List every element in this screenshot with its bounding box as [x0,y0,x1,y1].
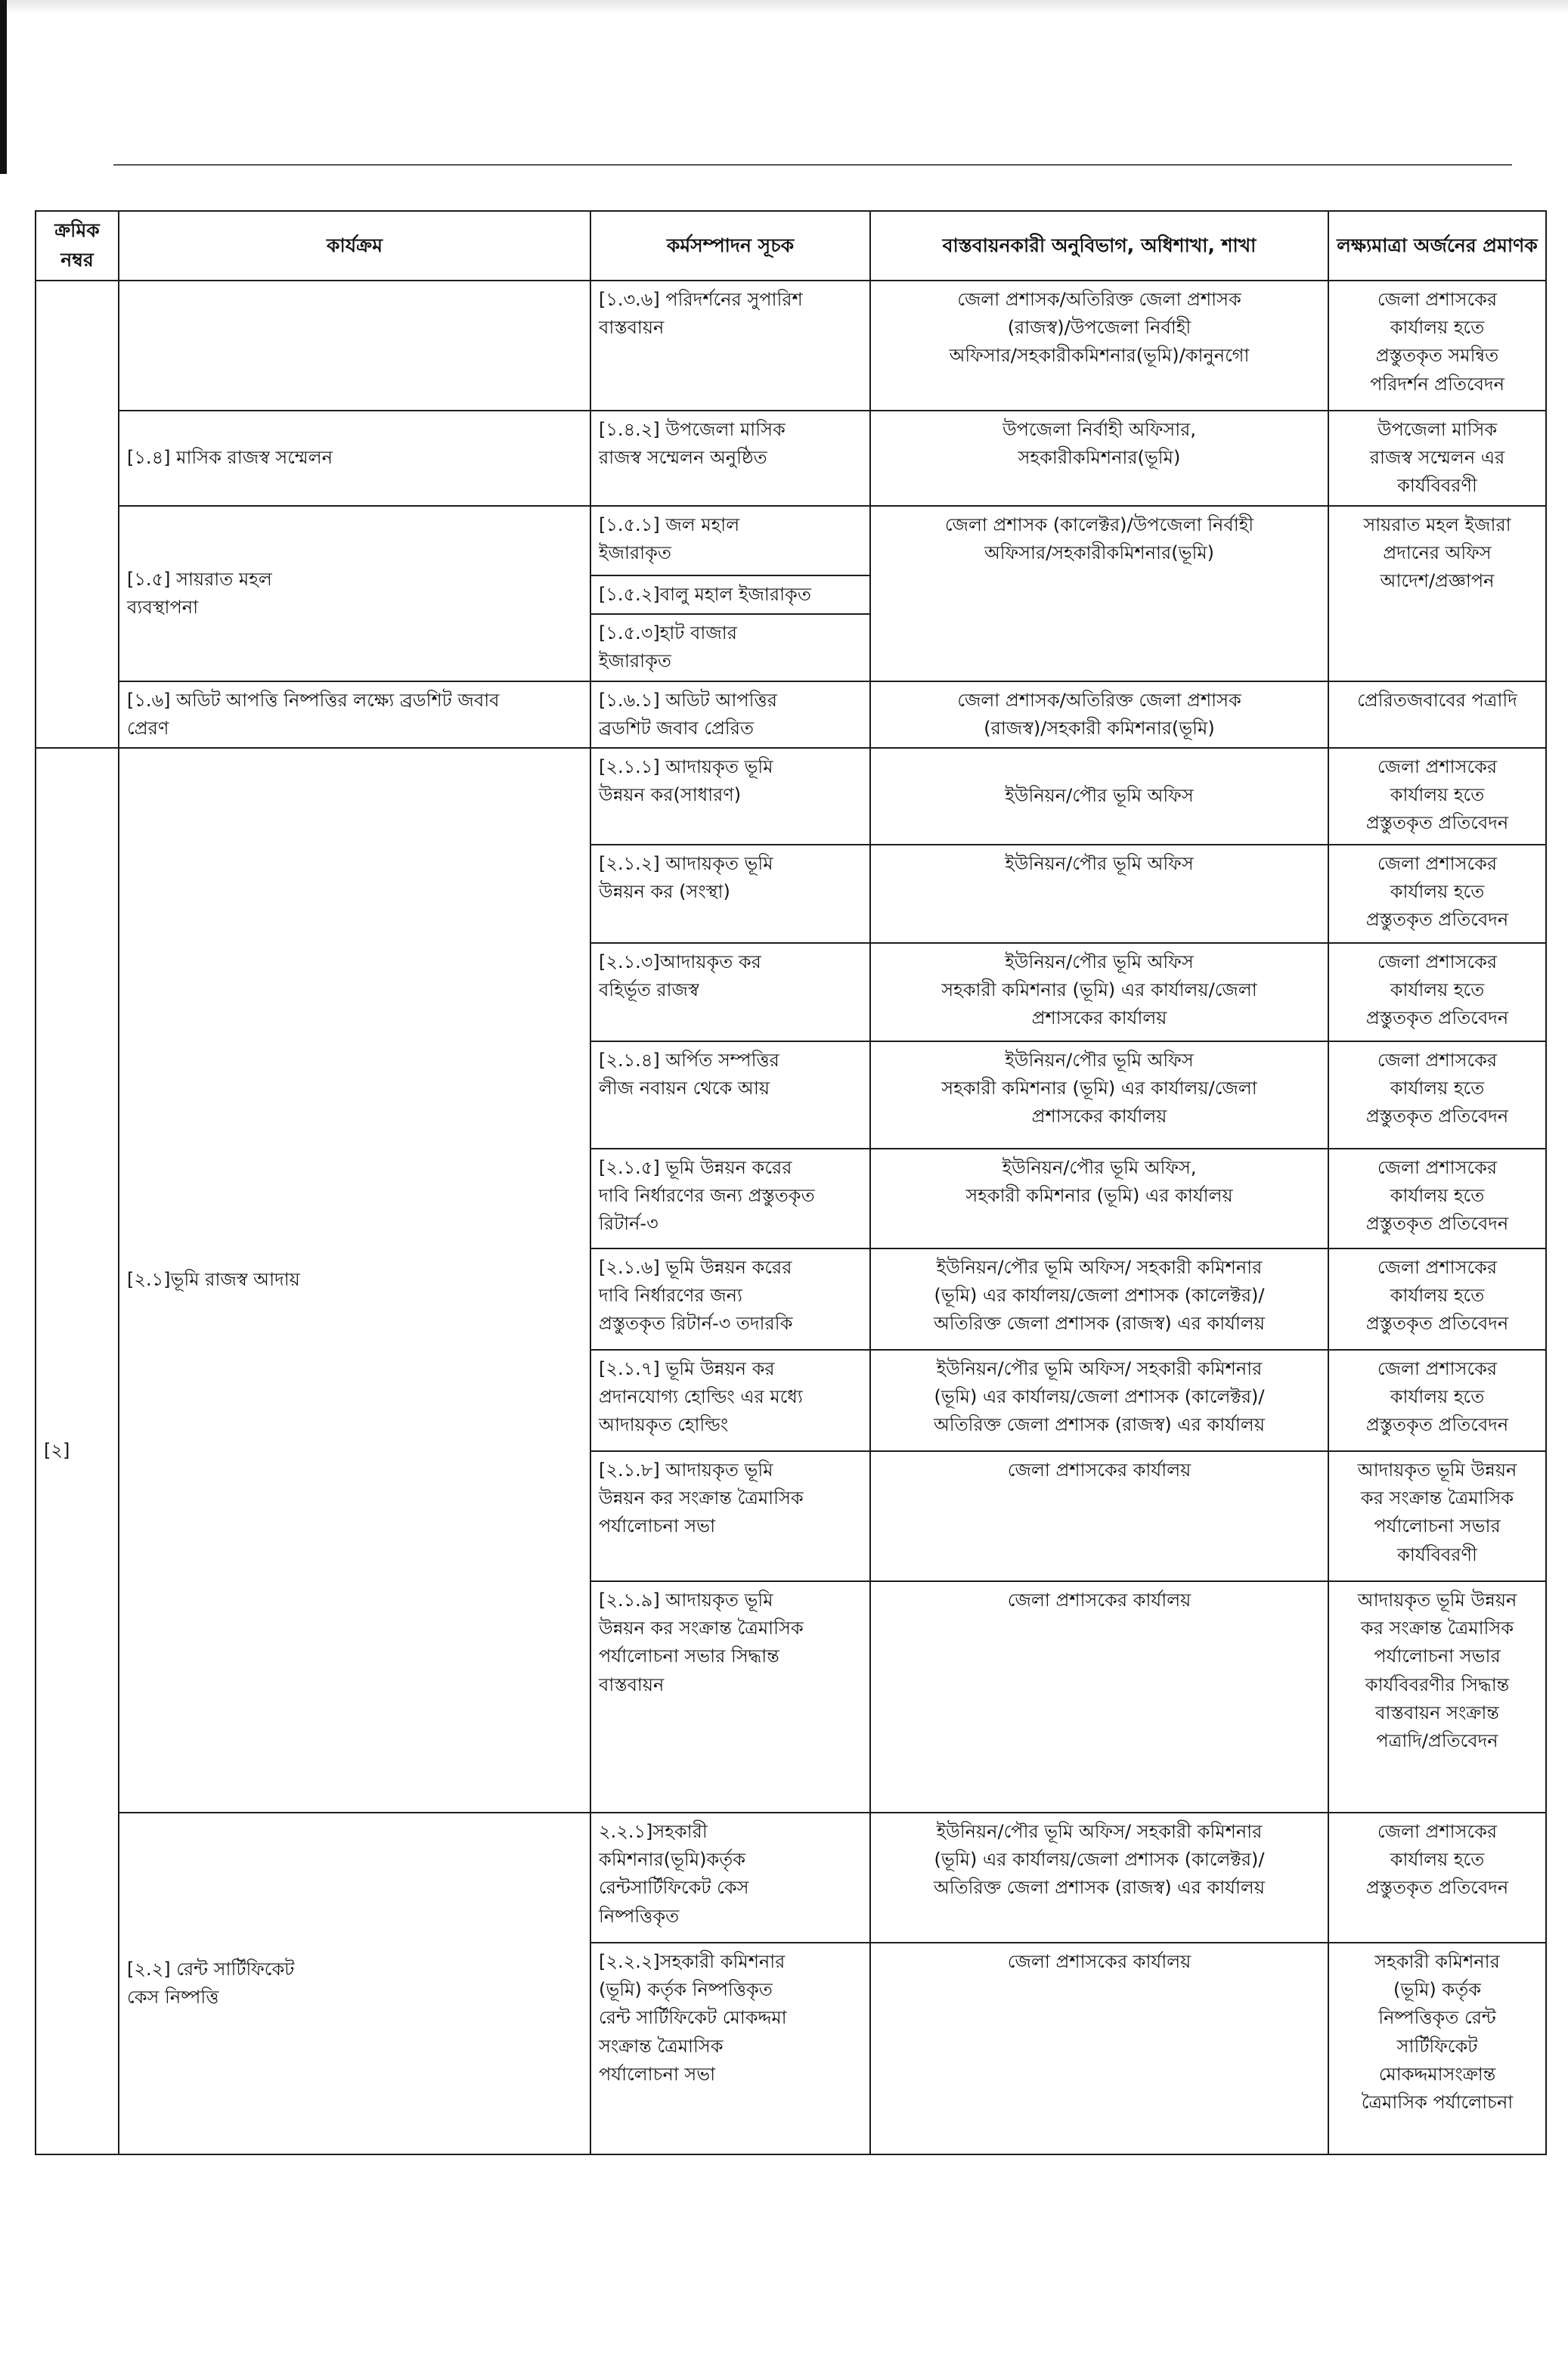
header-activity: কার্যক্রম [119,211,590,281]
indicator-cell: [১.৫.১] জল মহাল ইজারাকৃত [590,506,870,575]
serial-cell-section-1 [36,281,119,748]
activity-cell [119,281,590,411]
evidence-cell: জেলা প্রশাসকের কার্যালয় হতে প্রস্তুতকৃত প্রতিবেদন [1328,1813,1546,1943]
evidence-cell: আদায়কৃত ভূমি উন্নয়ন কর সংক্রান্ত ত্রৈমাসিক পর্যালোচনা সভার কার্যবিবরণী [1328,1451,1546,1581]
implementer-cell: জেলা প্রশাসক/অতিরিক্ত জেলা প্রশাসক (রাজস্ব)/সহকারী কমিশনার(ভূমি) [870,681,1328,748]
indicator-cell: [২.১.৯] আদায়কৃত ভূমি উন্নয়ন কর সংক্রান্ত ত্রৈমাসিক পর্যালোচনা সভার সিদ্ধান্ত বাস্তবায়ন [590,1581,870,1813]
implementer-cell: ইউনিয়ন/পৌর ভূমি অফিস [870,748,1328,845]
evidence-cell: জেলা প্রশাসকের কার্যালয় হতে প্রস্তুতকৃত প্রতিবেদন [1328,943,1546,1041]
indicator-cell: [১.৪.২] উপজেলা মাসিক রাজস্ব সম্মেলন অনুষ্ঠিত [590,411,870,506]
indicator-cell: [১.৩.৬] পরিদর্শনের সুপারিশ বাস্তবায়ন [590,281,870,411]
implementer-cell: জেলা প্রশাসকের কার্যালয় [870,1451,1328,1581]
evidence-cell: জেলা প্রশাসকের কার্যালয় হতে প্রস্তুতকৃত প্রতিবেদন [1328,1350,1546,1451]
indicator-cell: [২.১.৬] ভূমি উন্নয়ন করের দাবি নির্ধারণের জন্য প্রস্তুতকৃত রিটার্ন-৩ তদারকি [590,1248,870,1350]
indicator-cell: [২.১.৪] অর্পিত সম্পত্তির লীজ নবায়ন থেকে আয় [590,1041,870,1149]
header-implementer: বাস্তবায়নকারী অনুবিভাগ, অধিশাখা, শাখা [870,211,1328,281]
indicator-cell: [২.১.৭] ভূমি উন্নয়ন কর প্রদানযোগ্য হোল্ডিং এর মধ্যে আদায়কৃত হোল্ডিং [590,1350,870,1451]
implementer-cell: জেলা প্রশাসকের কার্যালয় [870,1943,1328,2154]
indicator-cell: [২.১.৮] আদায়কৃত ভূমি উন্নয়ন কর সংক্রান্ত ত্রৈমাসিক পর্যালোচনা সভা [590,1451,870,1581]
evidence-cell: আদায়কৃত ভূমি উন্নয়ন কর সংক্রান্ত ত্রৈমাসিক পর্যালোচনা সভার কার্যবিবরণীর সিদ্ধান্ত বাস্তবায়ন সংক্রান্ত পত্রাদি/প্রতিবেদন [1328,1581,1546,1813]
indicator-cell: [১.৫.২]বালু মহাল ইজারাকৃত [590,575,870,614]
evidence-cell: জেলা প্রশাসকের কার্যালয় হতে প্রস্তুতকৃত প্রতিবেদন [1328,1248,1546,1350]
evidence-cell: জেলা প্রশাসকের কার্যালয় হতে প্রস্তুতকৃত প্রতিবেদন [1328,748,1546,845]
header-rule [113,164,1512,166]
evidence-cell: জেলা প্রশাসকের কার্যালয় হতে প্রস্তুতকৃত প্রতিবেদন [1328,1041,1546,1149]
activity-cell: [২.২] রেন্ট সার্টিফিকেট কেস নিষ্পত্তি [119,1813,590,2154]
implementer-cell: ইউনিয়ন/পৌর ভূমি অফিস সহকারী কমিশনার (ভূমি) এর কার্যালয়/জেলা প্রশাসকের কার্যালয় [870,1041,1328,1149]
evidence-cell: সহকারী কমিশনার (ভূমি) কর্তৃক নিষ্পত্তিকৃত রেন্ট সার্টিফিকেট মোকদ্দমাসংক্রান্ত ত্রৈমাসিক পর্যালোচনা [1328,1943,1546,2154]
table-row [36,748,1546,845]
table-header-row [36,211,1546,281]
activity-cell: [১.৫] সায়রাত মহল ব্যবস্থাপনা [119,506,590,681]
implementer-cell: ইউনিয়ন/পৌর ভূমি অফিস/ সহকারী কমিশনার (ভূমি) এর কার্যালয়/জেলা প্রশাসক (কালেক্টর)/ অতিরিক্ত জেলা প্রশাসক (রাজস্ব) এর কার্যালয় [870,1248,1328,1350]
scan-top-shadow [0,0,1568,14]
implementer-cell: ইউনিয়ন/পৌর ভূমি অফিস/ সহকারী কমিশনার (ভূমি) এর কার্যালয়/জেলা প্রশাসক (কালেক্টর)/ অতিরিক্ত জেলা প্রশাসক (রাজস্ব) এর কার্যালয় [870,1813,1328,1943]
evidence-cell: জেলা প্রশাসকের কার্যালয় হতে প্রস্তুতকৃত প্রতিবেদন [1328,845,1546,943]
implementer-cell: জেলা প্রশাসক (কালেক্টর)/উপজেলা নির্বাহী অফিসার/সহকারীকমিশনার(ভূমি) [870,506,1328,681]
scan-left-edge [0,0,7,174]
table-row [36,681,1546,748]
evidence-cell: উপজেলা মাসিক রাজস্ব সম্মেলন এর কার্যবিবরণী [1328,411,1546,506]
indicator-cell: [১.৬.১] অডিট আপত্তির ব্রডশিট জবাব প্রেরিত [590,681,870,748]
performance-table [35,210,1547,2155]
activity-cell: [২.১]ভূমি রাজস্ব আদায় [119,748,590,1813]
activity-cell: [১.৪] মাসিক রাজস্ব সম্মেলন [119,411,590,506]
implementer-cell: ইউনিয়ন/পৌর ভূমি অফিস/ সহকারী কমিশনার (ভূমি) এর কার্যালয়/জেলা প্রশাসক (কালেক্টর)/ অতিরিক্ত জেলা প্রশাসক (রাজস্ব) এর কার্যালয় [870,1350,1328,1451]
implementer-cell: জেলা প্রশাসকের কার্যালয় [870,1581,1328,1813]
table-row [36,411,1546,506]
header-evidence: লক্ষ্যমাত্রা অর্জনের প্রমাণক [1328,211,1546,281]
implementer-cell: ইউনিয়ন/পৌর ভূমি অফিস সহকারী কমিশনার (ভূমি) এর কার্যালয়/জেলা প্রশাসকের কার্যালয় [870,943,1328,1041]
indicator-cell: [২.১.৩]আদায়কৃত কর বহির্ভূত রাজস্ব [590,943,870,1041]
activity-cell: [১.৬] অডিট আপত্তি নিষ্পত্তির লক্ষ্যে ব্রডশিট জবাব প্রেরণ [119,681,590,748]
implementer-cell: উপজেলা নির্বাহী অফিসার, সহকারীকমিশনার(ভূমি) [870,411,1328,506]
indicator-cell: [২.১.১] আদায়কৃত ভূমি উন্নয়ন কর(সাধারণ) [590,748,870,845]
indicator-cell: ২.২.১]সহকারী কমিশনার(ভূমি)কর্তৃক রেন্টসার্টিফিকেট কেস নিষ্পত্তিকৃত [590,1813,870,1943]
implementer-cell: জেলা প্রশাসক/অতিরিক্ত জেলা প্রশাসক (রাজস্ব)/উপজেলা নির্বাহী অফিসার/সহকারীকমিশনার(ভূমি)/কানুনগো [870,281,1328,411]
table-row [36,1813,1546,1943]
indicator-cell: [২.২.২]সহকারী কমিশনার (ভূমি) কর্তৃক নিষ্পত্তিকৃত রেন্ট সার্টিফিকেট মোকদ্দমা সংক্রান্ত ত্রৈমাসিক পর্যালোচনা সভা [590,1943,870,2154]
evidence-cell: জেলা প্রশাসকের কার্যালয় হতে প্রস্তুতকৃত প্রতিবেদন [1328,1149,1546,1248]
header-indicator: কর্মসম্পাদন সূচক [590,211,870,281]
evidence-cell: জেলা প্রশাসকের কার্যালয় হতে প্রস্তুতকৃত সমন্বিত পরিদর্শন প্রতিবেদন [1328,281,1546,411]
header-serial: ক্রমিক নম্বর [36,211,119,281]
table-row [36,506,1546,575]
indicator-cell: [২.১.২] আদায়কৃত ভূমি উন্নয়ন কর (সংস্থা) [590,845,870,943]
implementer-cell: ইউনিয়ন/পৌর ভূমি অফিস [870,845,1328,943]
implementer-cell: ইউনিয়ন/পৌর ভূমি অফিস, সহকারী কমিশনার (ভূমি) এর কার্যালয় [870,1149,1328,1248]
indicator-cell: [১.৫.৩]হাট বাজার ইজারাকৃত [590,614,870,681]
table-row [36,281,1546,411]
indicator-cell: [২.১.৫] ভূমি উন্নয়ন করের দাবি নির্ধারণের জন্য প্রস্তুতকৃত রিটার্ন-৩ [590,1149,870,1248]
evidence-cell: প্রেরিতজবাবের পত্রাদি [1328,681,1546,748]
evidence-cell: সায়রাত মহল ইজারা প্রদানের অফিস আদেশ/প্রজ্ঞাপন [1328,506,1546,681]
serial-cell-section-2: [২] [36,748,119,2154]
